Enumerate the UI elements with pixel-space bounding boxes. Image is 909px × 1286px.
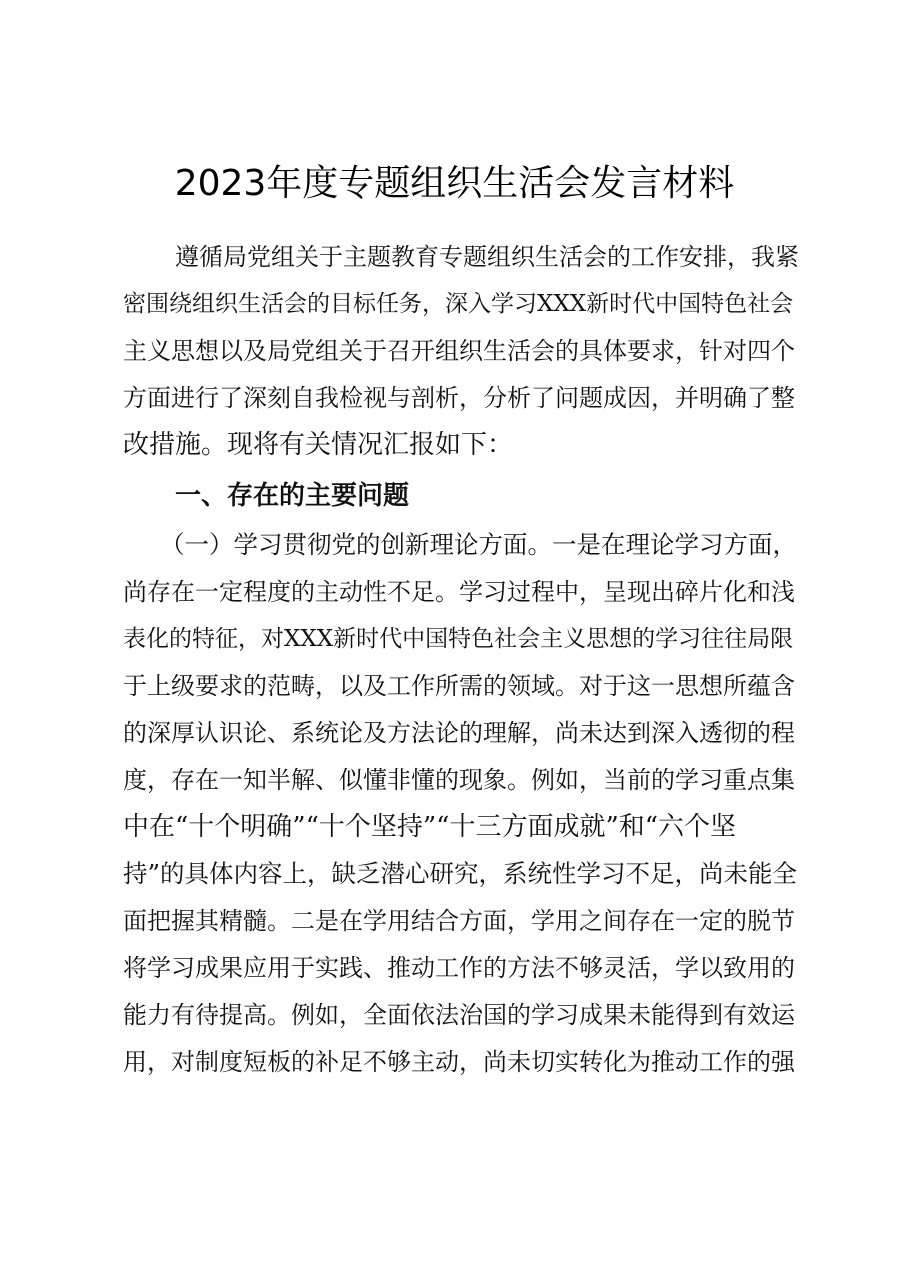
paragraph-line: 密围绕组织生活会的目标任务，深入学习XXX新时代中国特色社会: [123, 291, 794, 317]
paragraph-line: 遵循局党组关于主题教育专题组织生活会的工作安排，我紧: [175, 243, 799, 271]
document-title: 2023年度专题组织生活会发言材料: [174, 163, 735, 204]
paragraph-line: 持”的具体内容上，缺乏潜心研究，系统性学习不足，尚未能全: [123, 859, 798, 888]
paragraph-line: 用，对制度短板的补足不够主动，尚未切实转化为推动工作的强: [123, 1048, 795, 1076]
section-heading: 一、存在的主要问题: [175, 481, 410, 511]
paragraph-line: 改措施。现将有关情况汇报如下：: [123, 430, 514, 460]
paragraph-line: 面把握其精髓。二是在学用结合方面，学用之间存在一定的脱节: [123, 907, 795, 935]
paragraph-line: 方面进行了深刻自我检视与剖析，分析了问题成因，并明确了整: [123, 384, 795, 412]
paragraph-line: 度，存在一知半解、似懂非懂的现象。例如，当前的学习重点集: [123, 766, 795, 794]
paragraph-line: 表化的特征，对XXX新时代中国特色社会主义思想的学习往往局限: [123, 626, 794, 652]
paragraph-line: 将学习成果应用于实践、推动工作的方法不够灵活，学以致用的: [123, 954, 795, 982]
paragraph-line: 主义思想以及局党组关于召开组织生活会的具体要求，针对四个: [123, 337, 795, 365]
paragraph-line: 尚存在一定程度的主动性不足。学习过程中，呈现出碎片化和浅: [123, 578, 795, 606]
paragraph-line: 于上级要求的范畴，以及工作所需的领域。对于这一思想所蕴含: [123, 672, 795, 700]
paragraph-line: 中在“十个明确”“十个坚持”“十三方面成就”和“六个坚: [123, 812, 737, 842]
paragraph-line: （一）学习贯彻党的创新理论方面。一是在理论学习方面，: [160, 530, 797, 559]
paragraph-line: 的深厚认识论、系统论及方法论的理解，尚未达到深入透彻的程: [123, 719, 795, 747]
paragraph-line: 能力有待提高。例如，全面依法治国的学习成果未能得到有效运: [123, 1001, 795, 1029]
